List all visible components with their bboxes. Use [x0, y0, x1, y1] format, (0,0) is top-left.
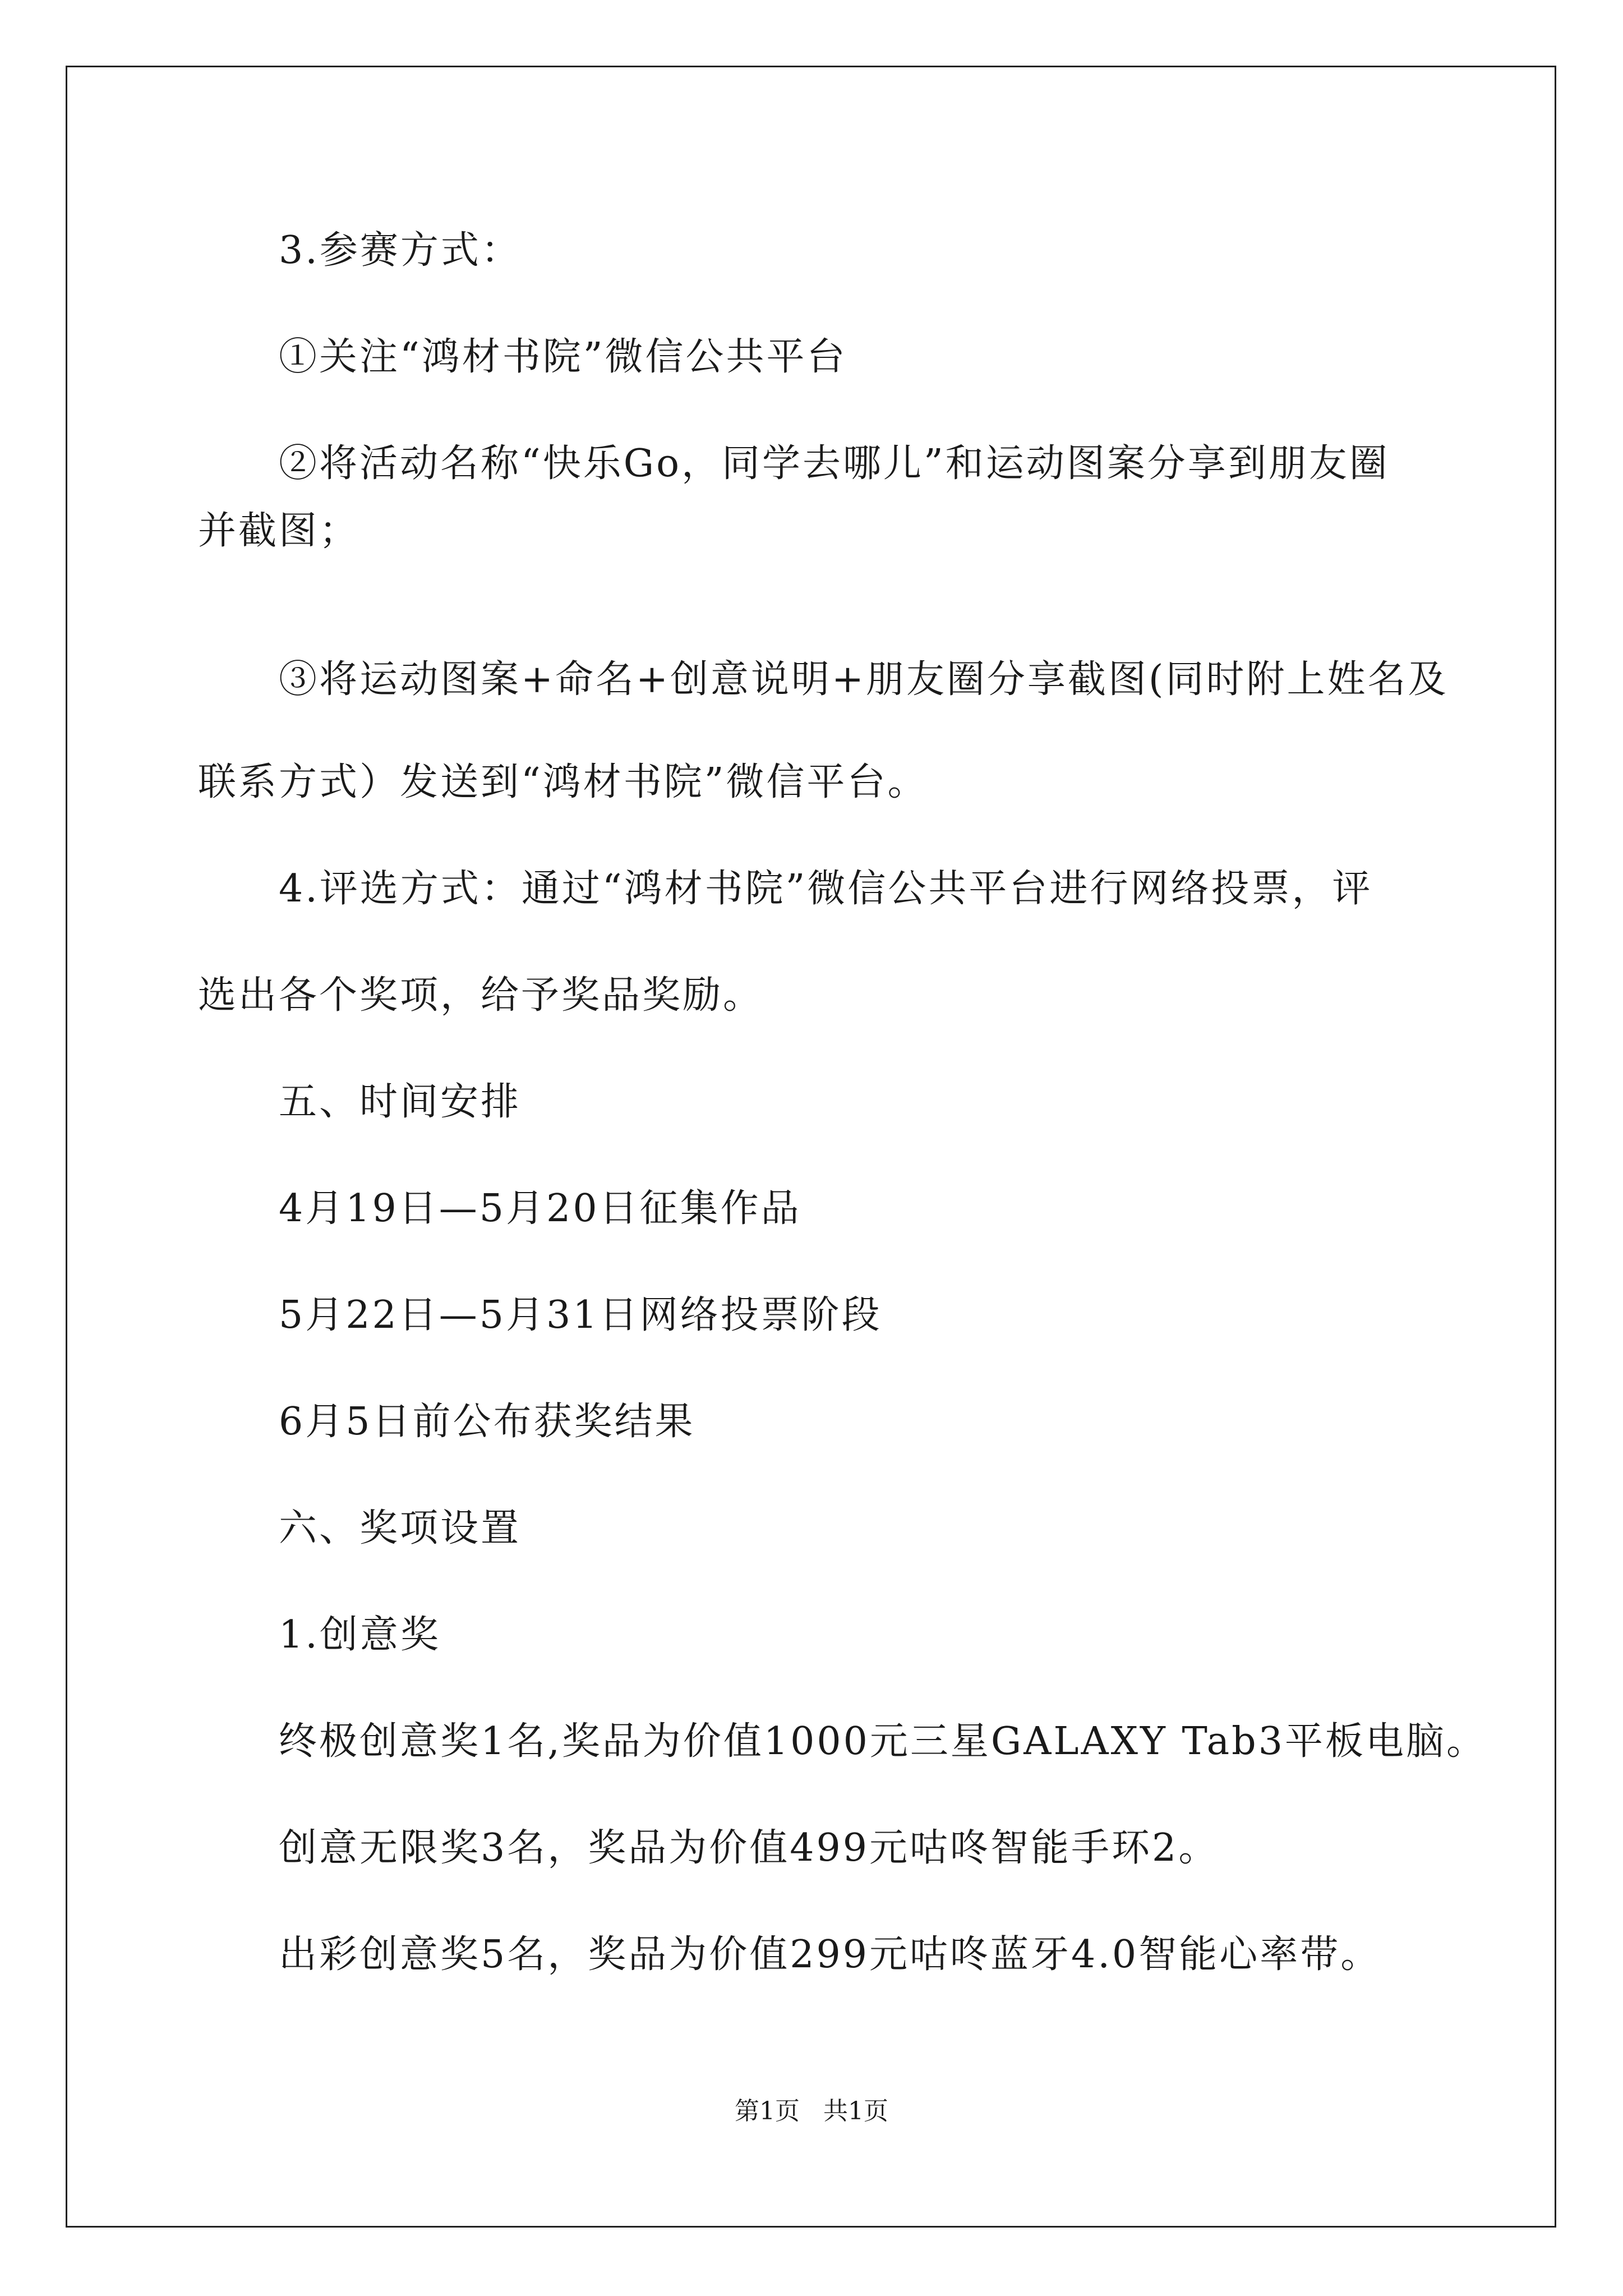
paragraph: 出彩创意奖5名，奖品为价值299元咕咚蓝牙4.0智能心率带。: [279, 1932, 1381, 1977]
paragraph: 终极创意奖1名,奖品为价值1000元三星GALAXY Tab3平板电脑。: [279, 1719, 1487, 1764]
paragraph: 并截图；: [198, 509, 360, 553]
paragraph: ②将活动名称“快乐Go，同学去哪儿”和运动图案分享到朋友圈: [279, 441, 1390, 486]
paragraph: 4.评选方式：通过“鸿材书院”微信公共平台进行网络投票，评: [279, 867, 1373, 911]
paragraph: 联系方式）发送到“鸿材书院”微信平台。: [198, 760, 928, 804]
paragraph: 创意无限奖3名，奖品为价值499元咕咚智能手环2。: [279, 1826, 1219, 1870]
paragraph: ①关注“鸿材书院”微信公共平台: [279, 335, 847, 379]
section-heading: 五、时间安排: [279, 1080, 522, 1124]
paragraph: 6月5日前公布获奖结果: [279, 1400, 695, 1444]
section-heading: 六、奖项设置: [279, 1506, 522, 1550]
paragraph: 4月19日—5月20日征集作品: [279, 1186, 801, 1231]
page-border: [66, 66, 1556, 2228]
paragraph: 3.参赛方式：: [279, 228, 522, 273]
paragraph: 选出各个奖项，给予奖品奖励。: [198, 973, 764, 1018]
page-footer: 第1页 共1页: [735, 2097, 888, 2125]
paragraph: 5月22日—5月31日网络投票阶段: [279, 1293, 882, 1337]
paragraph: 1.创意奖: [279, 1613, 441, 1657]
paragraph: ③将运动图案+命名+创意说明+朋友圈分享截图(同时附上姓名及: [279, 657, 1449, 702]
